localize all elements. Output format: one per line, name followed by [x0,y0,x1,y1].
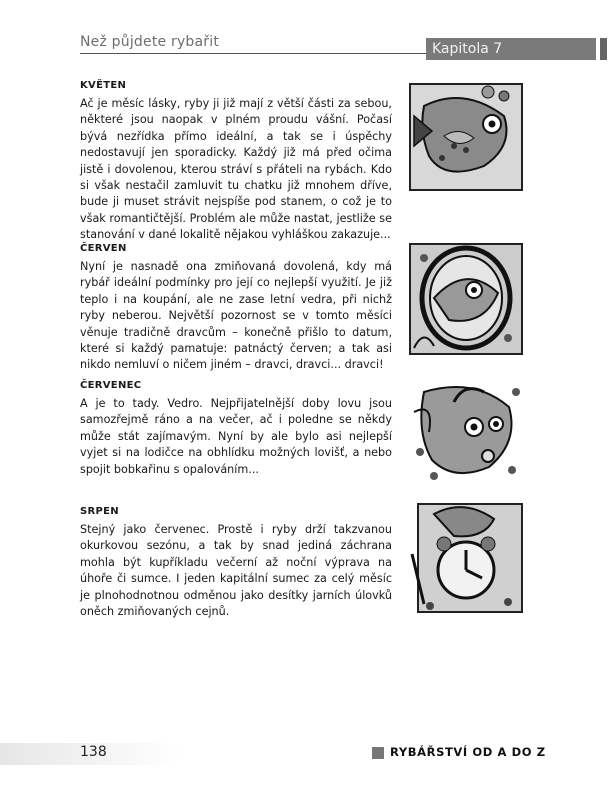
footer-square [372,747,384,759]
book-title: RYBÁŘSTVÍ OD A DO Z [390,745,546,759]
section-text: Ač je měsíc lásky, ryby ji již mají z větší části za sebou, některé jsou naopak v plném proudu vášní. Počasí bývá nezřídka přímo ideální, a tak se i úspěchy nedostavují jen sporadicky. Každý již má před očima jistě i dovolenou, kterou stráví s přáteli na rybách. Kdo si však nestačil zamluvit tu chatku již mnohem dříve, bude ji muset strávit nejspíše pod stanem, o což je to však romantičtější. Problém ale může nastat, jestliže se stanování v dané lokalitě nějakou vyhláškou zakazuje... [80,97,392,242]
chapter-tab-edge [600,38,607,60]
section-heading: ČERVEN [80,243,127,254]
section-text: A je to tady. Vedro. Nejpřijatelnější doby lovu jsou samozřejmě ráno a na večer, ač i poledne se někdy může stát zajímavým. Nyní by ale bylo asi nejlepší vyjet si na lodičce na obhlídku možných lovišť, a nebo spojit bobkařinu s opalováním... [80,397,392,476]
page-number: 138 [80,744,107,760]
section-heading: KVĚTEN [80,80,127,91]
section-july [80,380,392,478]
section-text: Stejný jako červenec. Prostě i ryby drží takzvanou okurkovou sezónu, a tak by snad jediná záchrana mohla být kupříkladu večerní až noční výprava na úhoře či sumce. I jeden kapitální sumec za celý měsíc je plnohodnotnou odměnou jako desítky jarních úlovků oněch zmiňovaných cejnů. [80,523,392,619]
section-heading: ČERVENEC [80,380,142,391]
fish-illustration-june [404,238,528,360]
fish-illustration-july [404,372,528,492]
section-text: Nyní je nasnadě ona zmiňovaná dovolená, kdy má rybář ideální podmínky pro její co nejlepší využití. Je již teplo i na koupání, ale ne zase letní vedra, při nichž ryby neberou. Největší pozornost se v tomto měsíci věnuje tradičně dravcům – konečně přišlo to datum, které si každý pamatuje: patnáctý červen; a tak asi nikdo nemluví o ničem jiném – dravci, dravci... dravci! [80,260,392,372]
section-heading: SRPEN [80,506,119,517]
section-august [80,506,392,620]
section-may [80,80,392,244]
fish-illustration-may [404,76,528,196]
section-june [80,243,392,374]
header-rule [80,53,426,54]
running-title: Než půjdete rybařit [80,34,220,50]
fish-clock-illustration-august [404,494,528,618]
chapter-tab: Kapitola 7 [426,38,596,60]
